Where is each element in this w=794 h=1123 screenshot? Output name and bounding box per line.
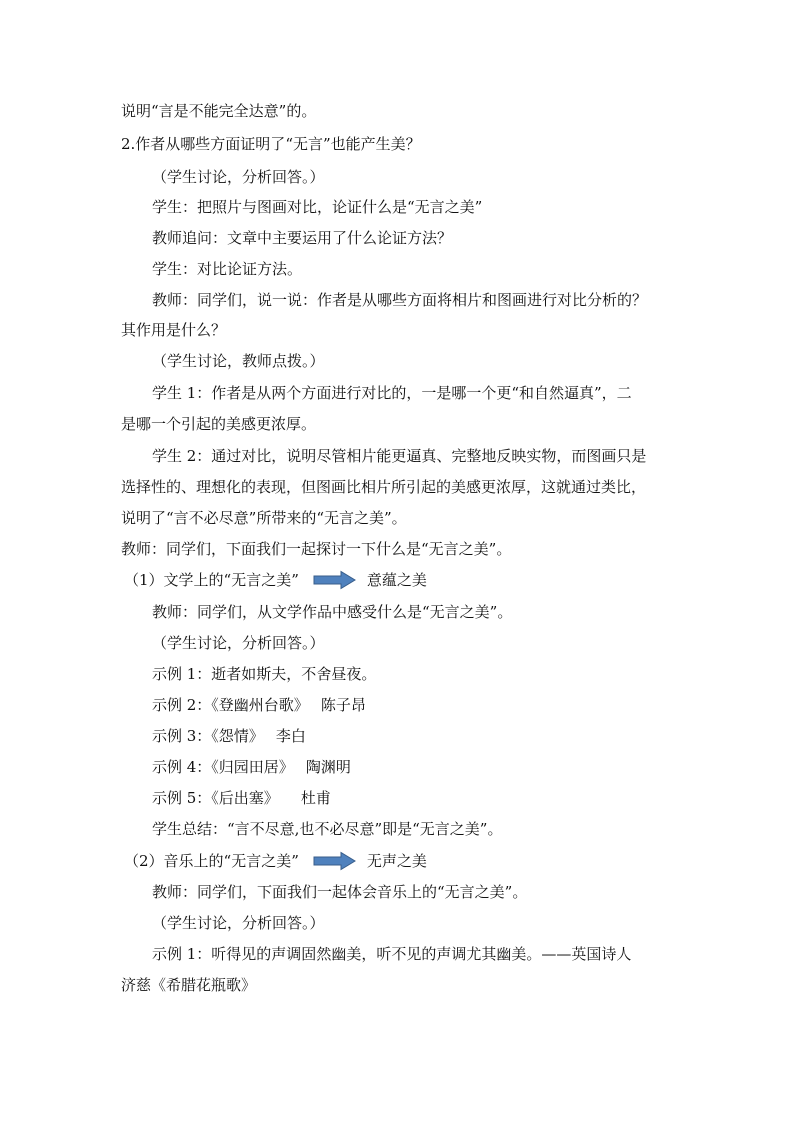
example-title: 示例 3：《怨情》 xyxy=(152,727,264,745)
text-line: 学生：把照片与图画对比，论证什么是“无言之美” xyxy=(152,198,483,216)
text-line: （学生讨论，分析回答。） xyxy=(152,168,325,186)
example-author: 李白 xyxy=(275,727,306,745)
section-label: （2）音乐上的“无言之美” xyxy=(124,852,299,870)
example-line xyxy=(0,695,794,715)
example-title: 示例 2：《登幽州台歌》 xyxy=(152,696,309,714)
text-line: 教师：同学们，从文学作品中感受什么是“无言之美”。 xyxy=(152,603,513,621)
section-heading-literature xyxy=(0,570,794,590)
text-line: 教师：同学们，下面我们一起探讨一下什么是“无言之美”。 xyxy=(121,540,512,558)
right-arrow-icon xyxy=(313,570,357,590)
section-heading-music xyxy=(0,851,794,871)
example-author: 陶渊明 xyxy=(305,758,351,776)
section-label: （1）文学上的“无言之美” xyxy=(124,571,299,589)
text-line: 说明了“言不必尽意”所带来的“无言之美”。 xyxy=(121,509,407,527)
example-line xyxy=(0,757,794,777)
example-title: 示例 5：《后出塞》 xyxy=(152,789,279,807)
example-title: 示例 4：《归园田居》 xyxy=(152,758,294,776)
example-line xyxy=(0,726,794,746)
summary-line: 学生总结：“言不尽意,也不必尽意”即是“无言之美”。 xyxy=(152,820,503,838)
right-arrow-icon xyxy=(313,851,357,871)
example-author: 杜甫 xyxy=(300,789,331,807)
text-line: （学生讨论，分析回答。） xyxy=(152,914,325,932)
text-line: 教师：同学们，下面我们一起体会音乐上的“无言之美”。 xyxy=(152,883,528,901)
section-result: 意蕴之美 xyxy=(366,571,427,589)
text-line: 选择性的、理想化的表现，但图画比相片所引起的美感更浓厚，这就通过类比， xyxy=(121,478,647,496)
text-line: 其作用是什么？ xyxy=(121,321,227,339)
example-author: 陈子昂 xyxy=(320,696,366,714)
example-line: 示例 1：逝者如斯夫，不舍昼夜。 xyxy=(152,665,377,683)
text-line: 说明“言是不能完全达意”的。 xyxy=(121,102,317,120)
text-line: 济慈《希腊花瓶歌》 xyxy=(121,976,257,994)
text-line: （学生讨论，教师点拨。） xyxy=(152,352,325,370)
text-line: 学生 2：通过对比，说明尽管相片能更逼真、完整地反映实物，而图画只是 xyxy=(152,447,647,465)
question-heading: 2.作者从哪些方面证明了“无言”也能产生美？ xyxy=(121,135,421,153)
text-line: 教师：同学们，说一说：作者是从哪些方面将相片和图画进行对比分析的？ xyxy=(152,291,648,309)
text-line: 是哪一个引起的美感更浓厚。 xyxy=(121,415,317,433)
text-line: 学生：对比论证方法。 xyxy=(152,260,303,278)
text-line: （学生讨论，分析回答。） xyxy=(152,634,325,652)
text-line: 学生 1：作者是从两个方面进行对比的，一是哪一个更“和自然逼真”，二 xyxy=(152,384,632,402)
text-line: 教师追问：文章中主要运用了什么论证方法？ xyxy=(152,229,453,247)
section-result: 无声之美 xyxy=(366,852,427,870)
example-line xyxy=(0,788,794,808)
example-line: 示例 1：听得见的声调固然幽美，听不见的声调尤其幽美。——英国诗人 xyxy=(152,945,632,963)
